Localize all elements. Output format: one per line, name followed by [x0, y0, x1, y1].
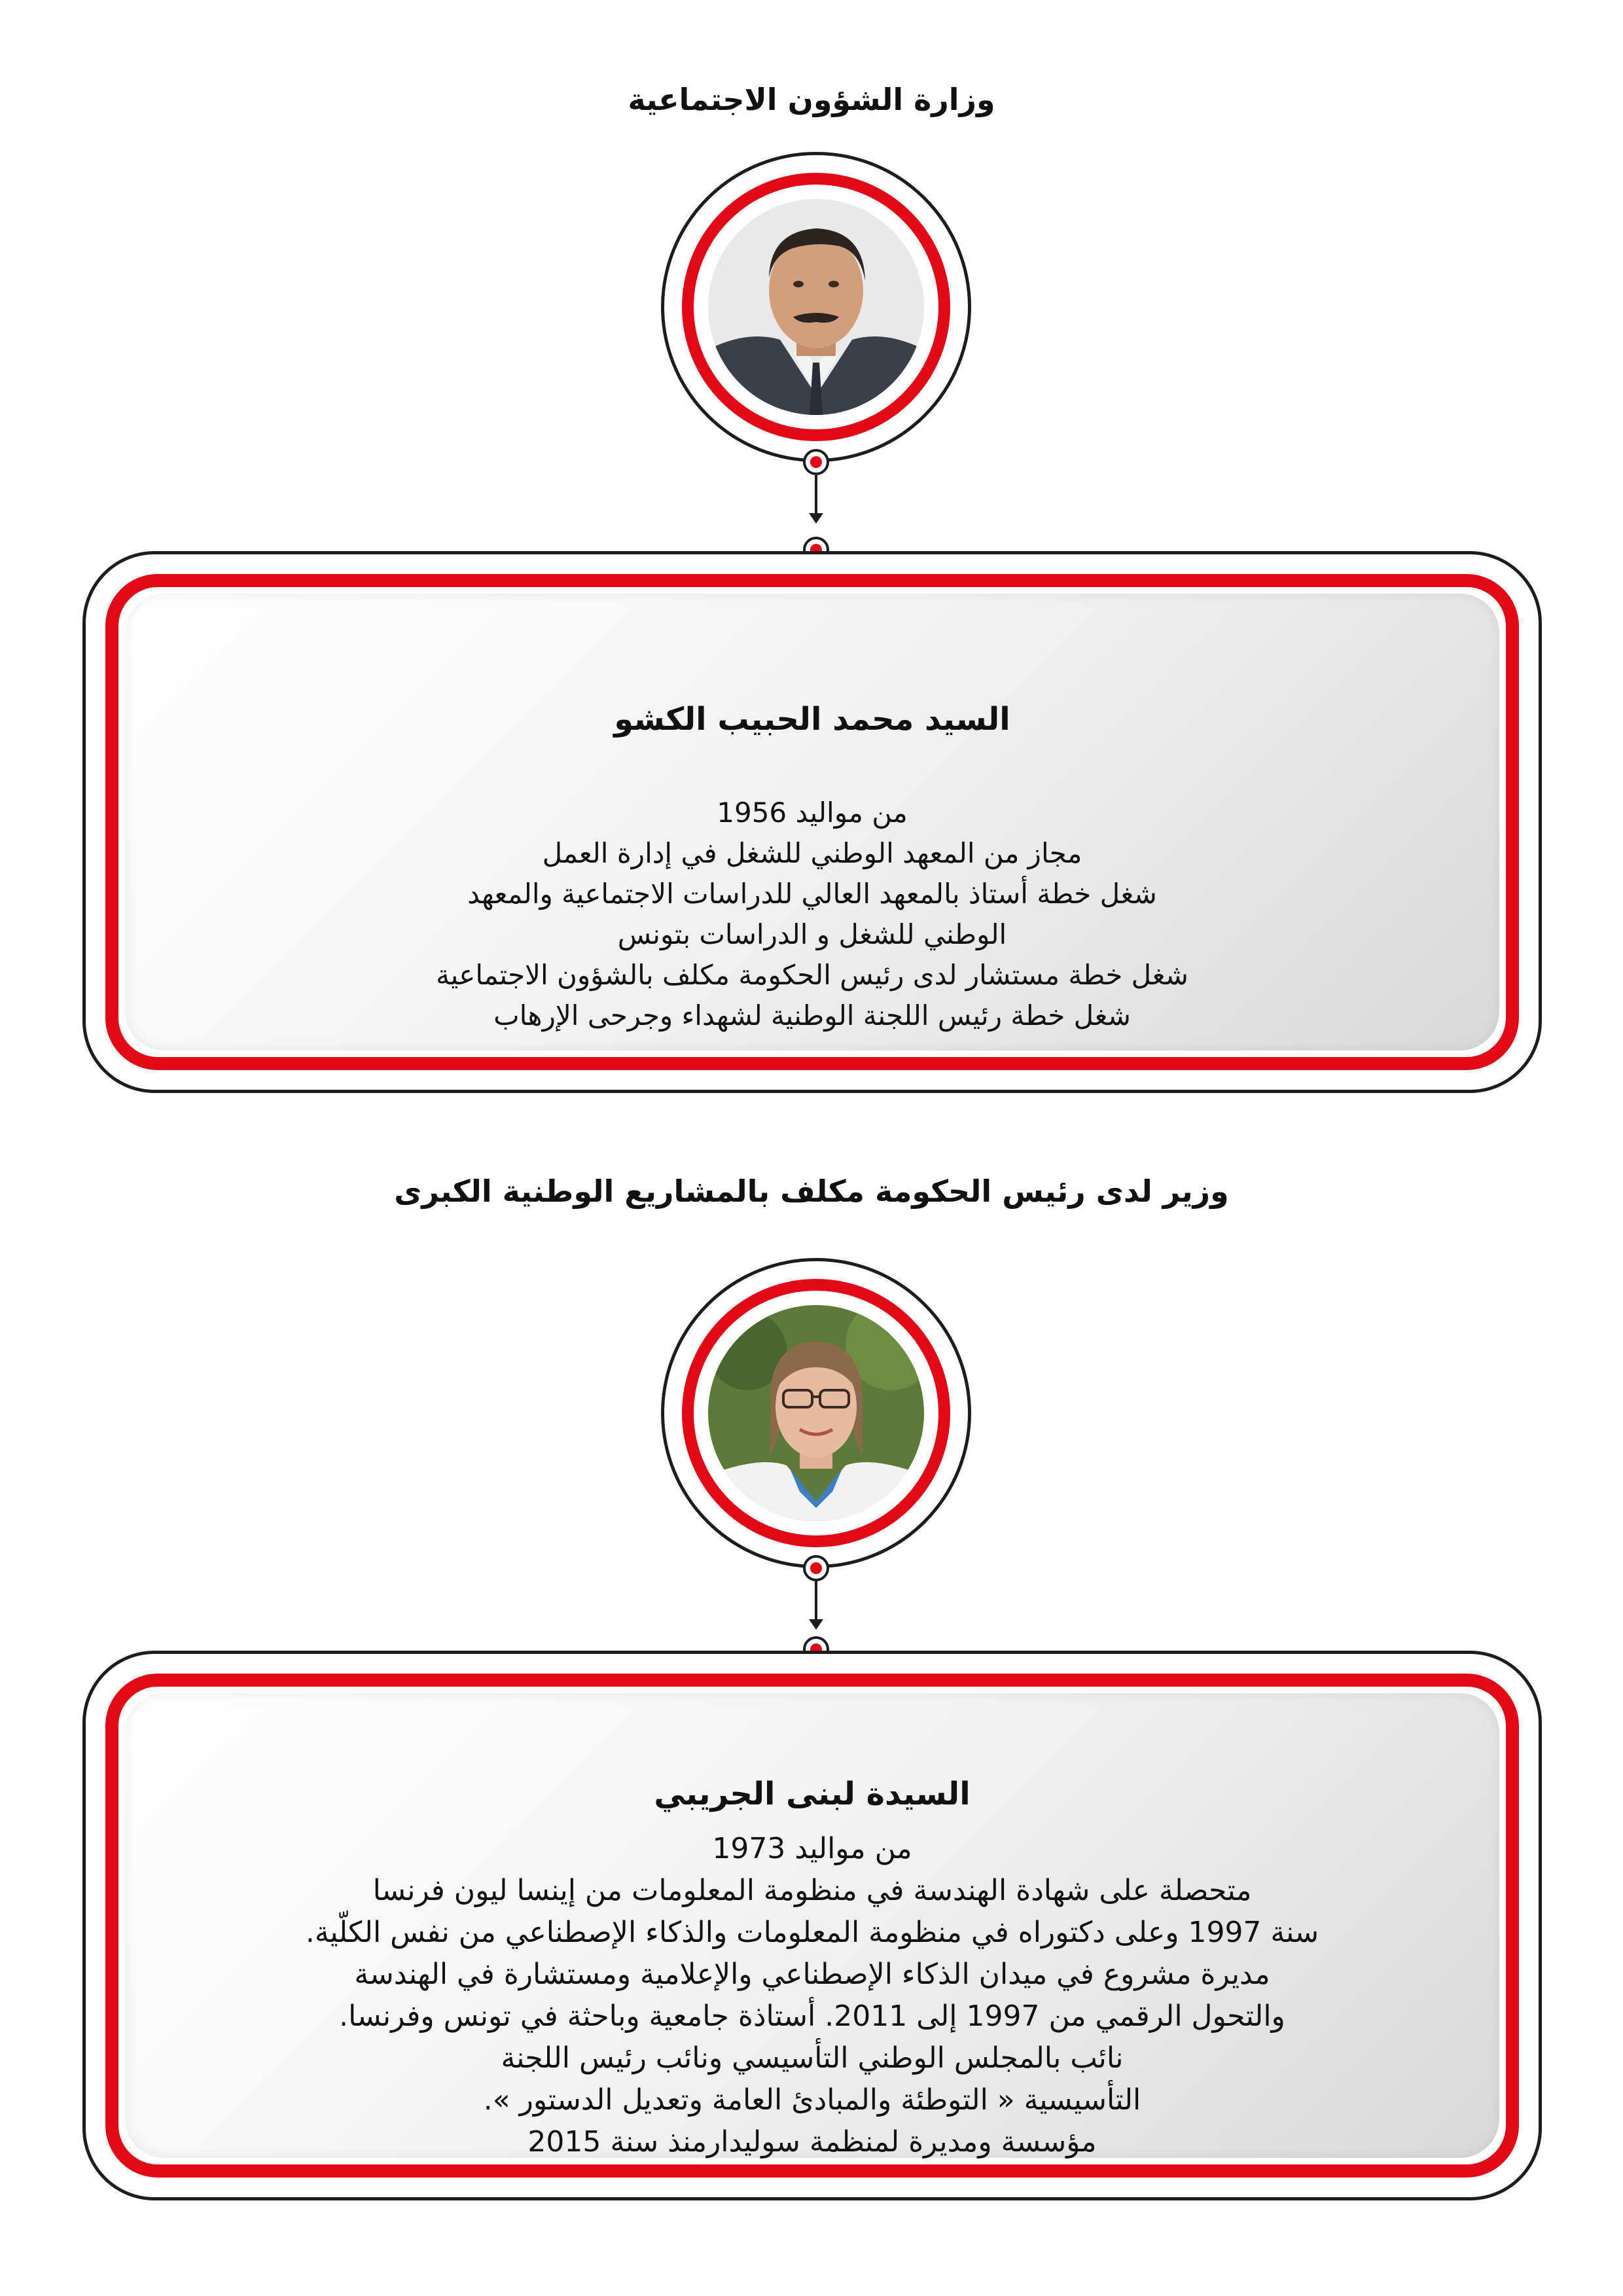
- bio-card-content: [125, 1773, 1499, 2163]
- bio-card-red-border: [105, 1674, 1519, 2178]
- bio-line: متحصلة على شهادة الهندسة في منظومة المعلومات من إينسا ليون فرنسا: [372, 1874, 1252, 1907]
- portrait-photo-man: [708, 199, 924, 415]
- ministry-title-social-affairs: وزارة الشؤون الاجتماعية: [628, 82, 995, 117]
- bio-card-panel: [125, 594, 1499, 1050]
- bio-line: شغل خطة مستشار لدى رئيس الحكومة مكلف بالشؤون الاجتماعية: [436, 959, 1188, 991]
- bio-line: من مواليد 1973: [712, 1832, 912, 1865]
- bio-card-red-border: [105, 574, 1519, 1070]
- bio-line: مجاز من المعهد الوطني للشغل في إدارة العمل: [542, 837, 1082, 869]
- bio-line: التأسيسية « التوطئة والمبادئ العامة وتعديل الدستور ».: [483, 2083, 1141, 2117]
- connector-arrow-2: [809, 1619, 823, 1630]
- bio-text: [125, 793, 1499, 1036]
- bio-line: شغل خطة أستاذ بالمعهد العالي للدراسات الاجتماعية والمعهد: [467, 878, 1157, 910]
- bio-line: من مواليد 1956: [717, 797, 908, 829]
- connector-node-top-2: [803, 1555, 829, 1581]
- connector-line-2: [815, 1581, 817, 1622]
- bio-line: الوطني للشغل و الدراسات بتونس: [617, 918, 1007, 950]
- bio-text: [125, 1828, 1499, 2163]
- connector-node-top-1: [803, 449, 829, 475]
- connector-line-1: [815, 475, 817, 516]
- portrait-red-ring: [682, 1279, 950, 1547]
- bio-line: سنة 1997 وعلى دكتوراه في منظومة المعلومات والذكاء الإصطناعي من نفس الكلّية.: [305, 1916, 1319, 1949]
- person-name: السيدة لبنى الجريبي: [654, 1776, 971, 1812]
- portrait-red-ring: [682, 173, 950, 441]
- portrait-frame-1: [661, 152, 971, 462]
- bio-line: والتحول الرقمي من 1997 إلى 2011. أستاذة جامعية وباحثة في تونس وفرنسا.: [339, 2000, 1285, 2033]
- person-name: السيد محمد الحبيب الكشو: [614, 701, 1010, 738]
- bio-card-2: [82, 1651, 1542, 2200]
- ministry-title-national-projects: وزير لدى رئيس الحكومة مكلف بالمشاريع الوطنية الكبرى: [394, 1174, 1229, 1209]
- bio-line: مديرة مشروع في ميدان الذكاء الإصطناعي والإعلامية ومستشارة في الهندسة: [354, 1958, 1270, 1991]
- portrait-photo-woman: [708, 1305, 924, 1521]
- connector-arrow-1: [809, 513, 823, 524]
- bio-line: نائب بالمجلس الوطني التأسيسي ونائب رئيس اللجنة: [501, 2041, 1124, 2075]
- bio-line: مؤسسة ومديرة لمنظمة سوليدارمنذ سنة 2015: [527, 2125, 1097, 2159]
- portrait-frame-2: [661, 1258, 971, 1568]
- bio-line: شغل خطة رئيس اللجنة الوطنية لشهداء وجرحى الإرهاب: [493, 999, 1131, 1031]
- bio-card-1: [82, 551, 1542, 1093]
- bio-card-content: [125, 698, 1499, 1036]
- bio-card-panel: [125, 1693, 1499, 2158]
